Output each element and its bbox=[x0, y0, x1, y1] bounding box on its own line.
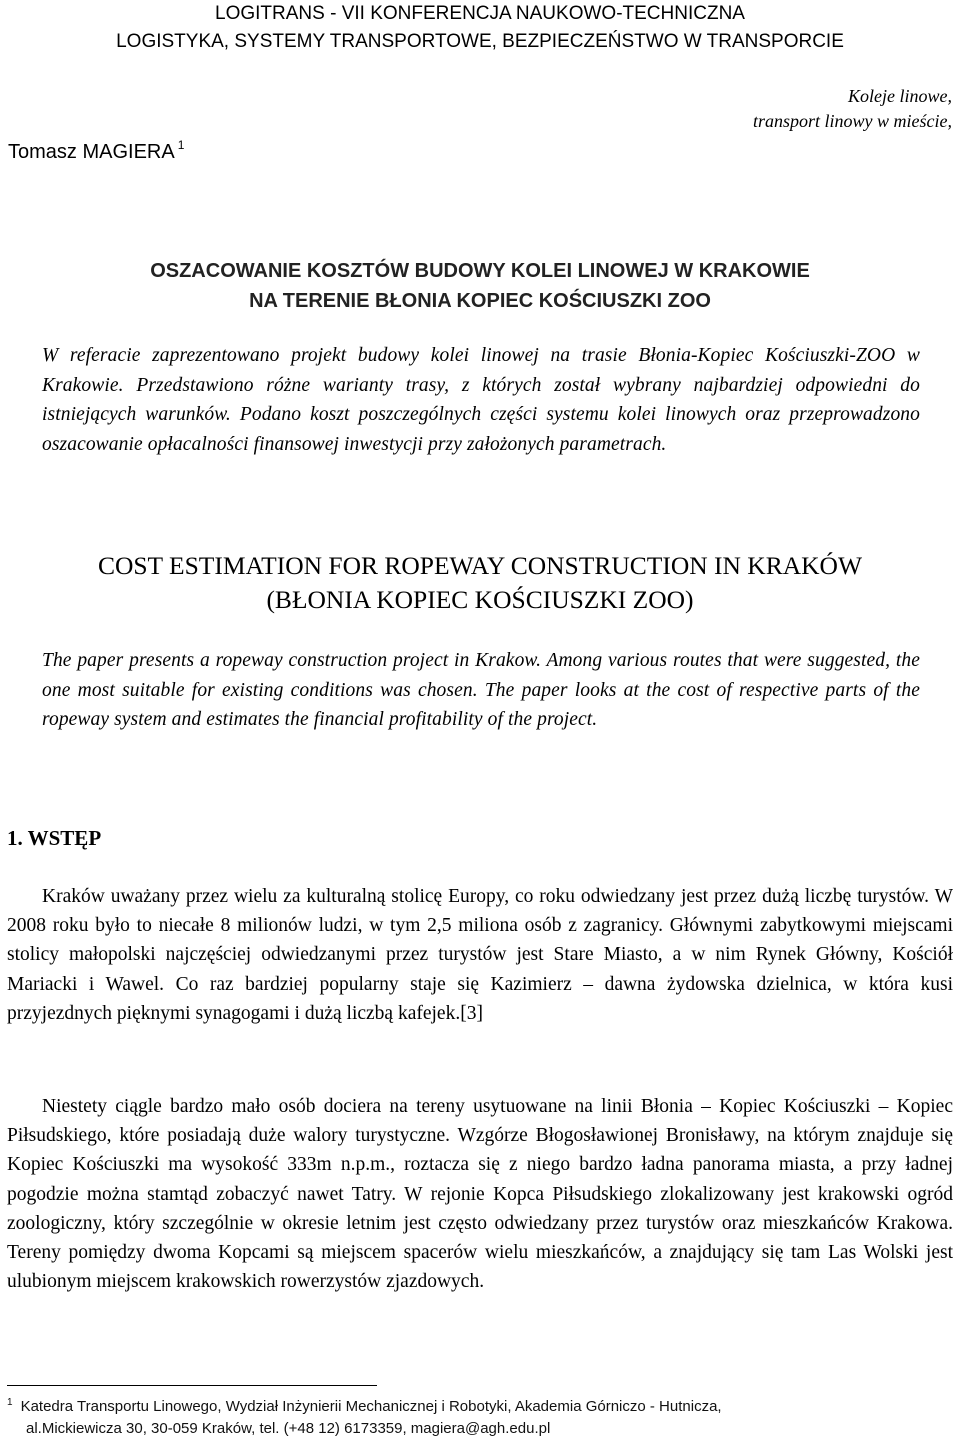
keyword-line: Koleje linowe, bbox=[848, 86, 952, 106]
section-heading bbox=[7, 824, 101, 852]
paper-title-en bbox=[0, 549, 960, 617]
section-number: 1. bbox=[7, 826, 23, 850]
abstract-en: The paper presents a ropeway construction project in Krakow. Among various routes that were suggested, the one most suitable for existing conditions was chosen. The paper looks at the cost of respective parts of the ropeway system and estimates the financial profitability of the project. bbox=[42, 650, 920, 730]
abstract-pl: W referacie zaprezentowano projekt budowy kolei linowej na trasie Błonia-Kopiec Kościuszki-ZOO w Krakowie. Przedstawiono różne warianty trasy, z których został wybrany najbardziej odpowiedni do istniejących warunków. Podano koszt poszczególnych części systemu kolei linowych oraz przeprowadzono oszacowanie opłacalności finansowej inwestycji przy założonych parametrach. bbox=[42, 345, 920, 455]
conference-title: LOGITRANS - VII KONFERENCJA NAUKOWO-TECHNICZNA bbox=[215, 3, 745, 24]
keywords bbox=[552, 84, 952, 134]
title-pl-line: OSZACOWANIE KOSZTÓW BUDOWY KOLEI LINOWEJ W KRAKOWIE bbox=[150, 260, 810, 282]
body-paragraph: Niestety ciągle bardzo mało osób dociera na tereny usytuowane na linii Błonia – Kopiec Kościuszki – Kopiec Piłsudskiego, które posiadają duże walory turystyczne. Wzgórze Błogosławionej Bronisławy, na którym znajduje się Kopiec Kościuszki ma wysokość 333m n.p.m., roztacza się z niego bardzo ładna panorama miasta, a przy ładnej pogodzie można stamtąd zobaczyć nawet Tatry. W rejonie Kopca Piłsudskiego zlokalizowany jest krakowski ogród zoologiczny, który szczególnie w okresie letnim jest często odwiedzany przez turystów oraz mieszkańców Krakowa. Tereny pomiędzy dwoma Kopcami są miejscem spacerów wielu mieszkańców, a znajdujący się tam Las Wolski jest ulubionym miejscem krakowskich rowerzystów zjazdowych. bbox=[7, 1096, 953, 1293]
author-footnote-mark: 1 bbox=[177, 138, 185, 152]
section-title: WSTĘP bbox=[27, 826, 102, 850]
footnote-divider bbox=[7, 1385, 377, 1386]
author-name: Tomasz MAGIERA bbox=[8, 141, 175, 163]
footnote-address: al.Mickiewicza 30, 30-059 Kraków, tel. (+48 12) 6173359, magiera@agh.edu.pl bbox=[26, 1420, 551, 1437]
footnote-affiliation: Katedra Transportu Linowego, Wydział Inżynierii Mechanicznej i Robotyki, Akademia Górniczo - Hutnicza, bbox=[20, 1398, 722, 1415]
paper-title-pl bbox=[0, 256, 960, 316]
author bbox=[8, 132, 184, 165]
title-en-line: COST ESTIMATION FOR ROPEWAY CONSTRUCTION IN KRAKÓW bbox=[97, 551, 863, 580]
title-pl-line: NA TERENIE BŁONIA KOPIEC KOŚCIUSZKI ZOO bbox=[249, 290, 711, 312]
body-paragraph: Kraków uważany przez wielu za kulturalną stolicę Europy, co roku odwiedzany jest przez dużą liczbę turystów. W 2008 roku było to niecałe 8 milionów ludzi, w tym 2,5 miliona osób z zagranicy. Głównymi zabytkowymi miejscami stolicy małopolski najczęściej odwiedzanymi przez turystów jest Stare Miasto, a w nim Rynek Główny, Kościół Mariacki i Wawel. Co raz bardziej popularny staje się Kazimierz – dawna żydowska dzielnica, w która kusi przyjezdnych pięknymi synagogami i dużą liczbą kafejek.[3] bbox=[7, 886, 953, 1024]
keyword-line: transport linowy w mieście, bbox=[753, 111, 952, 131]
title-en-line: (BŁONIA KOPIEC KOŚCIUSZKI ZOO) bbox=[266, 585, 694, 614]
footnote-mark: 1 bbox=[7, 1397, 13, 1408]
footnote bbox=[7, 1392, 953, 1440]
conference-subtitle: LOGISTYKA, SYSTEMY TRANSPORTOWE, BEZPIECZEŃSTWO W TRANSPORCIE bbox=[116, 31, 844, 52]
